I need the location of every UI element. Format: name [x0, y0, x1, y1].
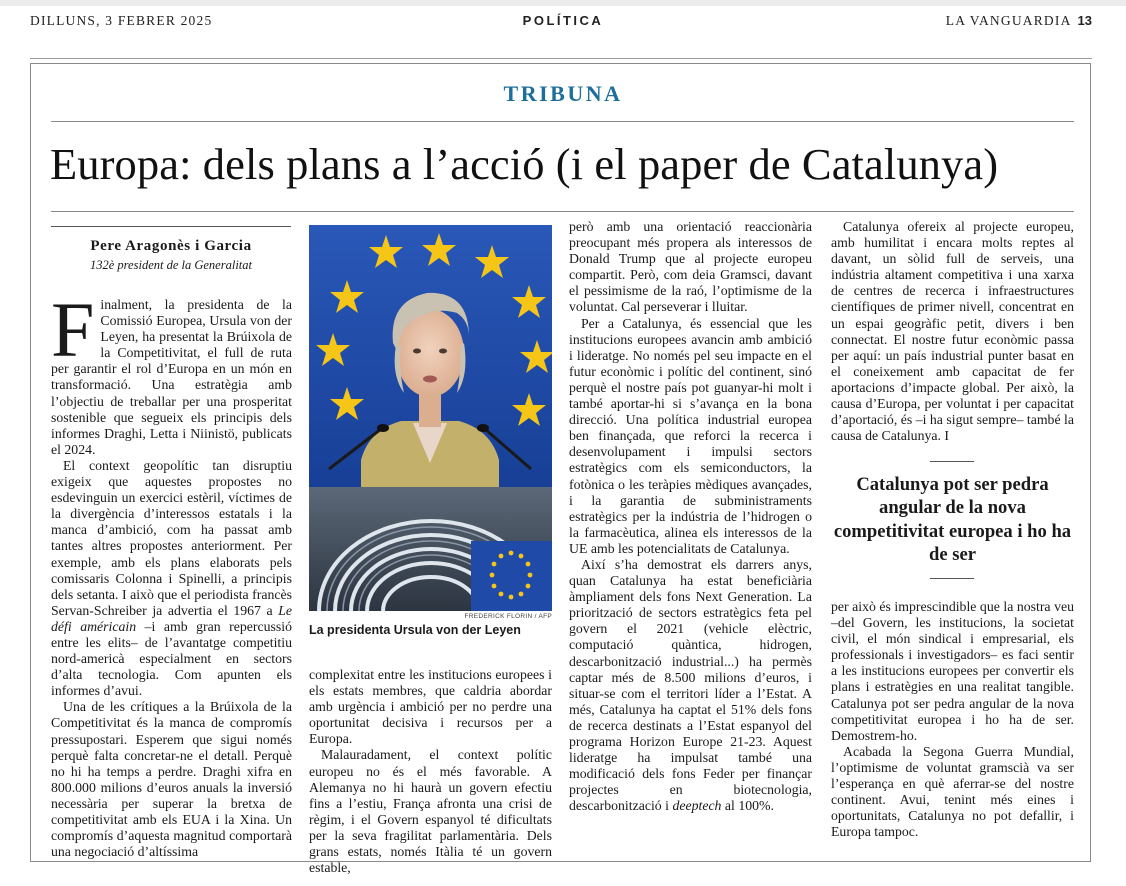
paragraph: Acabada la Segona Guerra Mundial, l’optimisme de voluntat gramscià va ser l’esperança en què aferrar-se del nostre continent. Avui, tenint més eines i oportunitats, Catalunya no pot defallir, i Europa tampoc.: [831, 743, 1074, 840]
paragraph: per això és imprescindible que la nostra veu –del Govern, les institucions, la societat civil, el món sindical i empresarial, els professionals i investigadors– es faci sentir a les institucions europees per convertir els plans i estratègies en una realitat tangible. Catalunya pot ser pedra angular de la nova competitivitat europea i ho ha de ser. Demostrem-ho.: [831, 599, 1074, 743]
top-strip: [0, 0, 1126, 6]
paragraph-text: al 100%.: [721, 798, 774, 814]
article-column-1: [51, 286, 292, 860]
drop-cap: F: [51, 286, 95, 373]
article-column-4-top: [831, 219, 1074, 444]
paragraph: [569, 557, 812, 815]
article-column-3: [569, 219, 812, 814]
paragraph-text: Una de les crítiques a la Brúixola de la Competitivitat és la manca de compromís pressupostari. Esperem que sigui només perquè falta concretar-ne el detall. Perquè no hi ha temps a perdre. Draghi xifra en 800.000 milions d’euros anuals la inversió necessària per superar la bretxa de competitivitat amb els EUA i la Xina. Un compromís d’aquesta magnitud comportarà una negociació d’altíssima: [51, 699, 292, 860]
pull-quote-rule-top: [930, 461, 974, 462]
article-column-2: [309, 667, 552, 876]
photo-credit: FREDERICK FLORIN / AFP: [464, 613, 552, 620]
page-number: 13: [1077, 13, 1092, 28]
article-kicker: TRIBUNA: [503, 81, 623, 106]
author-name: Pere Aragonès i Garcia: [90, 238, 252, 254]
paragraph: complexitat entre les institucions europees i els estats membres, que caldria abordar amb urgència i ambició per no perdre una oportunitat decisiva i recursos per a Europa.: [309, 667, 552, 747]
paragraph: [51, 286, 292, 458]
neck: [419, 393, 441, 427]
article-headline: Europa: dels plans a l’acció (i el paper de Catalunya): [50, 139, 999, 189]
paragraph-text: –i amb gran repercussió entre les elits– de l’avantatge competitiu nord-americà especialment en sectors d’alta tecnologia. Com apunten els informes d’avui.: [51, 618, 292, 699]
photo-illustration: [309, 225, 552, 611]
paragraph: [51, 458, 292, 699]
paragraph-text: inalment, la presidenta de la Comissió Europea, Ursula von der Leyen, ha presentat la Brúixola de la Competitivitat, el full de ruta per garantir el rol d’Europa en un món en transformació. Una estratègia amb l’objectiu de treballar per una prosperitat sostenible que segueix els principis dels informes Draghi, Letta i Niinistö, publicats el 2024.: [51, 297, 292, 457]
article-column-4-bottom: [831, 599, 1074, 840]
header-rule: [30, 58, 1092, 59]
kicker-rule: [51, 121, 1074, 122]
book-title: Le défi américain: [51, 602, 292, 634]
paragraph-text: El context geopolític tan disruptiu exigeix que aquestes propostes no esdevinguin un exercici estèril, víctimes de la divergència d’interessos estatals i la manca d’ambició, com ha passat amb tantes altres propostes anteriorment. Per exemple, amb els plans elaborats pels comissaris Colonna i Spinelli, a principis dels setanta. I això que el periodista francès Servan-Schreiber ja advertia el 1967 a: [51, 457, 292, 618]
term-italic: deeptech: [672, 798, 722, 814]
paragraph: Per a Catalunya, és essencial que les institucions europees avancin amb ambició i lideratge. No només pel seu impacte en el futur econòmic i polític del continent, sinó perquè el nostre país pot guanyar-hi molt i també aportar-hi si s’avança en la bona direcció. Una política industrial europea ben finançada, que reforci la recerca i desenvolupament i impulsi sectors estratègics com els semiconductors, la fotònica o les teràpies mèdiques avançades, i la garantia de subministraments estratègics per la indústria de l’hidrogen o la farmacèutica, alinea els interessos de la UE amb les potencialitats de Catalunya.: [569, 315, 812, 556]
paragraph: però amb una orientació reaccionària preocupant més propera als interessos de Donald Trump que al projecte europeu compartit. Però, com deia Gramsci, davant el pessimisme de la raó, l’optimisme de la voluntat. Cal perseverar i lluitar.: [569, 219, 812, 315]
photo-caption: La presidenta Ursula von der Leyen: [309, 623, 521, 637]
paper-name: [946, 13, 1092, 29]
paragraph: [51, 699, 292, 860]
section-name: POLÍTICA: [522, 13, 604, 28]
paragraph: Malauradament, el context polític europeu no és el més favorable. A Alemanya no hi haurà un govern efectiu fins a l’estiu, França afronta una crisi de règim, i el Govern espanyol té dificultats per la seva fragilitat parlamentària. Dels grans estats, només Itàlia té un govern estable,: [309, 747, 552, 876]
author-role: 132è president de la Generalitat: [89, 258, 252, 272]
paragraph-text: Així s’ha demostrat els darrers anys, quan Catalunya ha estat beneficiària àmpliament dels fons Next Generation. La priorització de sectors estratègics feta pel govern el 2021 (vehicle elèctric, computació quàntica, hidrogen, descarbonització industrial...) ha permès captar més de 8.500 milions d’euros, i situar-se com el territori líder a l’Estat. A més, Catalunya ha captat el 51% dels fons de recerca destinats a l’Estat espanyol del programa Horizon Europe 21-23. Aquest lideratge ha impulsat també una modificació dels fons Feder per finançar projectes en biotecnologia, descarbonització i: [569, 556, 812, 814]
article-photo: [309, 225, 552, 611]
pull-quote: Catalunya pot ser pedra angular de la nova competitivitat europea i ho ha de ser: [833, 474, 1072, 566]
byline-rule: [51, 226, 291, 227]
headline-rule: [51, 211, 1074, 212]
pull-quote-rule-bottom: [930, 578, 974, 579]
issue-date: DILLUNS, 3 FEBRER 2025: [30, 13, 213, 28]
paper-title: LA VANGUARDIA: [945, 13, 1072, 28]
paragraph: Catalunya ofereix al projecte europeu, amb humilitat i encara molts reptes al davant, un sòlid full de serveis, una indústria altament competitiva i una xarxa de centres de recerca i infraestructures científiques de primer nivell, concentrat en un espai geogràfic petit, divers i ben connectat. El nostre futur econòmic passa per aquí: un país industrial punter basat en el coneixement amb capacitat de fer aportacions d’impacte global. Per això, la causa d’Europa, per voluntat i per capacitat d’aportació, és –i ha sigut sempre– també la causa de Catalunya. I: [831, 219, 1074, 444]
